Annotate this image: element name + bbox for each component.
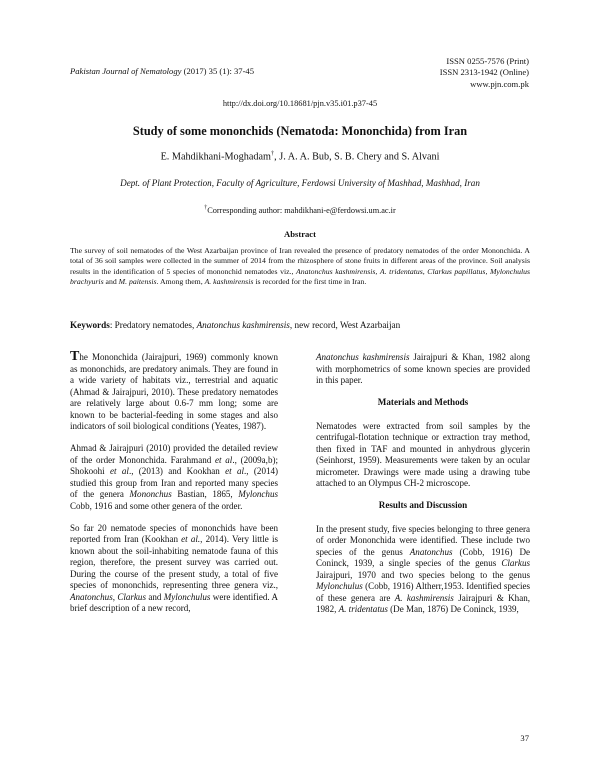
methods-heading: Materials and Methods <box>377 397 469 407</box>
paragraph-text: In the present study, five species belonging to three genera of order Mononchida were identified. These include two species of the genus <box>316 523 530 557</box>
right-column <box>316 352 530 626</box>
corresponding-text[interactable]: Corresponding author: mahdikhani-e@ferdowsi.um.ac.ir <box>207 205 396 215</box>
abstract-part: . Among them, <box>156 276 205 286</box>
paragraph-text: and <box>145 591 164 602</box>
species-name: Clarkus papillatus <box>427 266 486 276</box>
dagger-mark-corr: † <box>204 205 208 211</box>
left-column <box>70 351 278 625</box>
corresponding-author <box>0 205 600 215</box>
paragraph-text: , 2014). Very little is known about the soil-inhabiting nematode fauna of this region, therefore, the present survey was carried out. During the course of the present study, a total of five species of mononchids, representing three genera viz., <box>70 534 279 590</box>
species-name: Mylonchulus brachyuris <box>70 266 531 286</box>
abstract-part: and <box>103 276 119 286</box>
paragraph-text: Jairajpuri, 1970 and two species belong to the genus <box>316 569 530 580</box>
methods-paragraph: Nematodes were extracted from soil samples by the centrifugal-flotation technique or extraction tray method, then fixed in TAF and mounted in anhydrous glycerin (Seinhorst, 1959). Measurements were taken by an ocular micrometer. Drawings were made using a drawing tube attached to an Olympus CH-2 microscope. <box>316 420 530 488</box>
keywords-label: Keywords <box>70 320 110 330</box>
other-authors: , J. A. A. Bub, S. B. Chery and S. Alvani <box>274 151 440 163</box>
abstract-part: , <box>375 266 380 276</box>
species-name: A. kashmirensis <box>394 592 454 603</box>
issn-online: ISSN 2313-1942 (Online) <box>439 67 529 78</box>
paragraph-text: Ahmad & Jairajpuri (2010) provided the detailed review of the order Mononchida. Farahmand <box>70 443 278 465</box>
species-name: M. paitensis <box>118 276 157 286</box>
species-name: A. tridentatus <box>338 604 388 614</box>
italic-text: et al <box>110 466 129 476</box>
paragraph-text: Cobb, 1916 and some other genera of the order. <box>70 500 243 511</box>
paragraph-text: (Cobb, 1916) Altherr,1953. Identified species of these genera are <box>316 581 530 603</box>
genus-name: Clarkus <box>117 591 146 602</box>
drop-cap: T <box>70 349 80 364</box>
page-number: 37 <box>520 733 529 743</box>
italic-text: et al. <box>181 534 201 544</box>
paragraph-text: Jairajpuri & Khan, 1982 along with morphometrics of some known species are provided in this paper. <box>316 352 531 385</box>
author-list <box>0 150 600 162</box>
keywords <box>70 320 540 330</box>
paragraph-text: So far 20 nematode species of mononchids have been reported from Iran (Kookhan <box>70 522 278 544</box>
abstract-heading: Abstract <box>284 229 316 239</box>
genus-name: Clarkus <box>501 558 530 568</box>
paragraph-text: ., (2009a,b); Shokoohi <box>70 454 278 476</box>
abstract-part: The survey of soil nematodes of the West Azarbaijan province of Iran revealed the presence of predatory nematodes of the order Mononchida. A total of 36 soil samples were collected in the summer of 2014 from the rhizosphere of stone fruits in different areas of the province. Soil analysis results in the identification of 5 species of mononchid nematodes viz., <box>70 246 530 276</box>
affiliation: Dept. of Plant Protection, Faculty of Agriculture, Ferdowsi University of Mashhad, Mashhad, Iran <box>120 178 480 188</box>
genus-name: Mylonchus <box>238 489 278 499</box>
paragraph-text: (Cobb, 1916) De Coninck, 1939, a single species of the genus <box>316 546 530 568</box>
journal-citation <box>70 66 254 76</box>
abstract-text <box>70 246 530 287</box>
paragraph-text: ., (2013) and Kookhan <box>128 466 226 476</box>
paragraph-text: he Mononchida (Jairajpuri, 1969) commonly known as mononchids, are predatory animals. They are found in a wide variety of habitats viz., terrestrial and aquatic (Ahmad & Jairajpuri, 2010). These predatory nematodes are relatively large about 0.6-7 mm long; some are known to be bacterial-feeding in some stages and also indicators of soil biological conditions (Yeates, 1987). <box>70 352 278 431</box>
genus-name: Anatonchus <box>70 591 113 602</box>
intro-paragraph-3 <box>70 523 278 615</box>
species-name: A. tridentatus <box>379 266 423 276</box>
journal-identifiers <box>440 56 529 90</box>
article-title: Study of some mononchids (Nematoda: Mononchida) from Iran <box>132 124 468 138</box>
italic-text: et al <box>225 466 245 476</box>
genus-name: Mylonchulus <box>316 581 363 591</box>
genus-name: Anatonchus <box>409 546 453 557</box>
keyword-species: Anatonchus kashmirensis <box>196 320 290 330</box>
journal-volume: (2017) 35 (1): 37-45 <box>181 66 255 76</box>
intro-paragraph-1 <box>70 351 278 433</box>
species-name: A. kashmirensis <box>204 276 254 286</box>
results-paragraph <box>316 524 530 616</box>
keywords-part: , new record, West Azarbaijan <box>289 320 401 330</box>
intro-continuation <box>316 352 530 387</box>
genus-name: Mylonchulus <box>163 591 211 602</box>
species-name: Anatonchus kashmirensis <box>316 352 410 362</box>
paragraph-text: Bastian, 1865, <box>171 489 239 499</box>
paragraph-text: ., (2014) studied this group from Iran and reported many species of the genera <box>70 466 279 499</box>
paragraph-text: Jairajpuri & Khan, 1982, <box>316 592 530 614</box>
paragraph-text: (De Man, 1876) De Coninck, 1939, <box>387 604 519 614</box>
doi-link[interactable]: http://dx.doi.org/10.18681/pjn.v35.i01.p37-45 <box>222 99 378 108</box>
intro-paragraph-2 <box>70 443 278 512</box>
journal-name: Pakistan Journal of Nematology <box>70 66 182 76</box>
abstract-part: is recorded for the first time in Iran. <box>253 276 367 286</box>
italic-text: et al <box>215 454 233 465</box>
results-heading: Results and Discussion <box>378 500 468 510</box>
paragraph-text: were identified. A brief description of a new record, <box>70 591 278 613</box>
species-name: Anatonchus kashmirensis <box>296 266 376 276</box>
keywords-part: : Predatory nematodes, <box>109 320 197 330</box>
journal-website[interactable]: www.pjn.com.pk <box>470 78 529 89</box>
first-author: E. Mahdikhani-Moghadam <box>160 151 271 163</box>
paragraph-text: , <box>112 591 118 602</box>
genus-name: Mononchus <box>129 489 172 499</box>
abstract-part: , <box>422 266 428 276</box>
abstract-part: , <box>485 266 490 276</box>
dagger-mark: † <box>270 150 275 157</box>
issn-print: ISSN 0255-7576 (Print) <box>446 56 529 66</box>
